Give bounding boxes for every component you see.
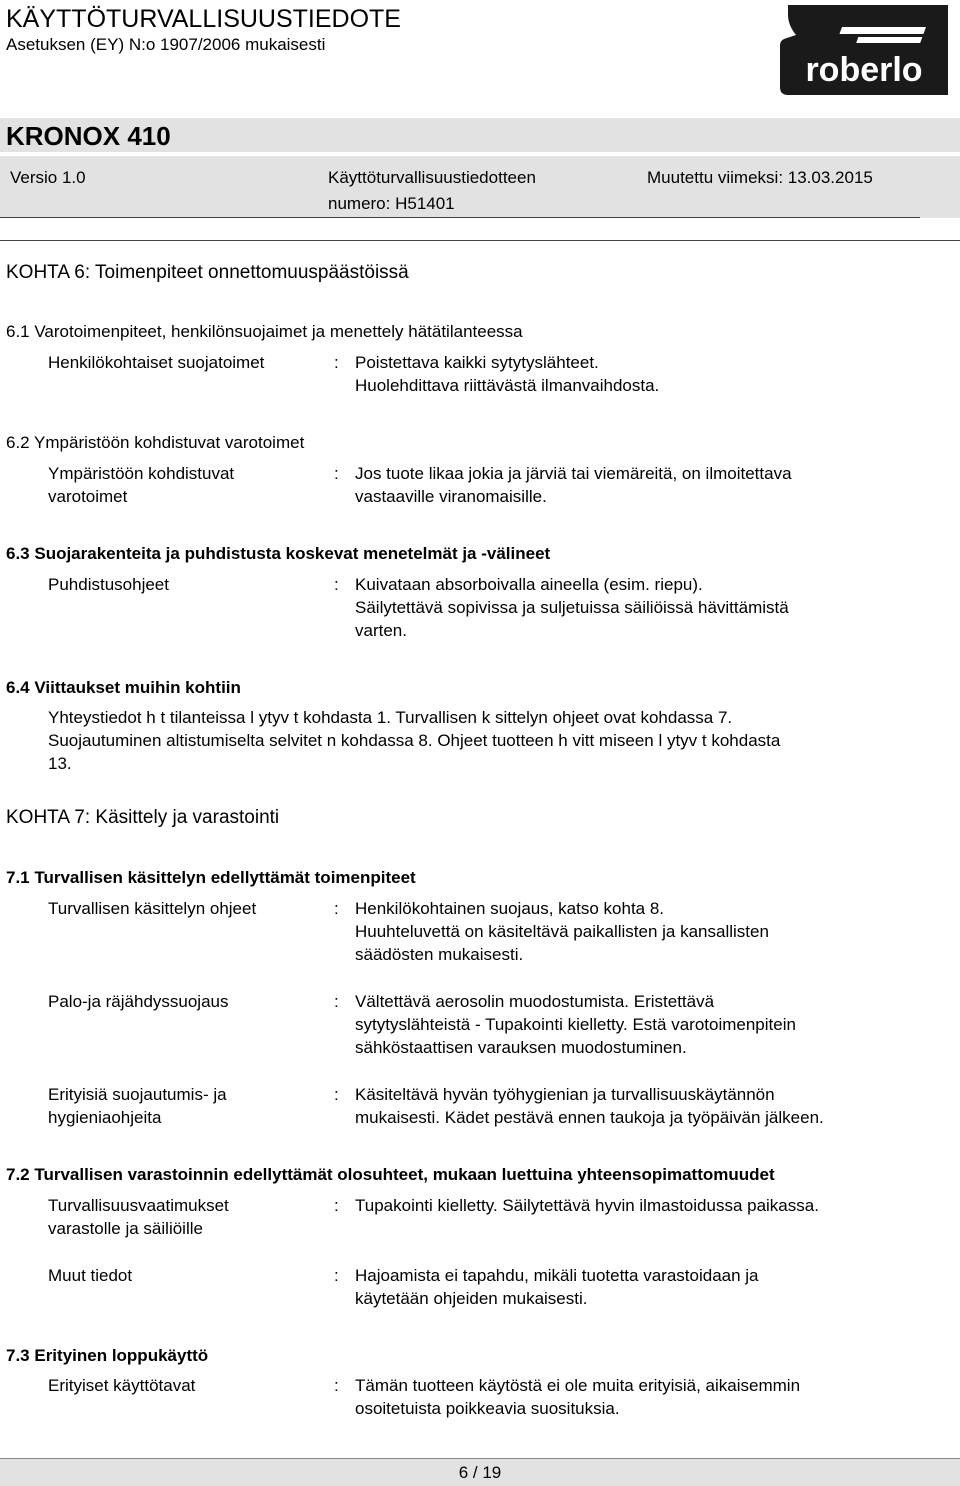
colon: :: [334, 353, 339, 372]
label-other-info: Muut tiedot: [48, 1266, 133, 1285]
value-line: mukaisesti. Kädet pestävä ennen taukoja ja työpäivän jälkeen.: [355, 1108, 824, 1127]
colon: :: [334, 1196, 339, 1215]
sds-number-label: Käyttöturvallisuustiedotteen: [328, 168, 536, 187]
header-divider-1: [0, 217, 920, 218]
label-personal-precautions: Henkilökohtaiset suojatoimet: [48, 353, 265, 372]
colon: :: [334, 464, 339, 483]
heading-6-4: 6.4 Viittaukset muihin kohtiin: [6, 678, 241, 697]
header-divider-2: [0, 240, 960, 241]
product-name: KRONOX 410: [6, 121, 171, 151]
value-line: Hajoamista ei tapahdu, mikäli tuotetta varastoidaan ja: [355, 1266, 759, 1285]
label-safe-handling: Turvallisen käsittelyn ohjeet: [48, 899, 257, 918]
colon: :: [334, 1266, 339, 1285]
regulation-subtitle: Asetuksen (EY) N:o 1907/2006 mukaisesti: [6, 35, 326, 54]
colon: :: [334, 992, 339, 1011]
value-line: Henkilökohtainen suojaus, katso kohta 8.: [355, 899, 665, 918]
value-line: varten.: [355, 621, 407, 640]
document-title: KÄYTTÖTURVALLISUUSTIEDOTE: [6, 5, 401, 33]
value-line: sähköstaattisen varauksen muodostuminen.: [355, 1038, 687, 1057]
label-specific-uses: Erityiset käyttötavat: [48, 1376, 196, 1395]
reference-line: 13.: [48, 754, 72, 773]
label-storage-requirements: Turvallisuusvaatimukset: [48, 1196, 229, 1215]
heading-6-3: 6.3 Suojarakenteita ja puhdistusta koskevat menetelmät ja -välineet: [6, 544, 551, 563]
label-hygiene: hygieniaohjeita: [48, 1108, 162, 1127]
reference-line: Yhteystiedot h t tilanteissa l ytyv t kohdasta 1. Turvallisen k sittelyn ohjeet ovat kohdassa 7.: [48, 708, 733, 727]
colon: :: [334, 899, 339, 918]
heading-6-2: 6.2 Ympäristöön kohdistuvat varotoimet: [6, 433, 305, 452]
section-7-heading: KOHTA 7: Käsittely ja varastointi: [6, 807, 280, 828]
sds-number: numero: H51401: [328, 194, 455, 213]
version-label: Versio 1.0: [10, 168, 86, 187]
section-6-heading: KOHTA 6: Toimenpiteet onnettomuuspäästöissä: [6, 262, 409, 283]
value-line: Käsiteltävä hyvän työhygienian ja turvallisuuskäytännön: [355, 1085, 775, 1104]
heading-7-2: 7.2 Turvallisen varastoinnin edellyttämät olosuhteet, mukaan luettuina yhteensopimattomuudet: [6, 1165, 775, 1184]
colon: :: [334, 1376, 339, 1395]
heading-7-3: 7.3 Erityinen loppukäyttö: [6, 1346, 209, 1365]
page-number: 6 / 19: [458, 1463, 502, 1482]
value-line: Vältettävä aerosolin muodostumista. Eristettävä: [355, 992, 715, 1011]
value-line: Huolehdittava riittävästä ilmanvaihdosta.: [355, 376, 660, 395]
revision-date: Muutettu viimeksi: 13.03.2015: [647, 168, 873, 187]
value-line: säädösten mukaisesti.: [355, 945, 524, 964]
value-line: vastaaville viranomaisille.: [355, 487, 547, 506]
label-hygiene: Erityisiä suojautumis- ja: [48, 1085, 227, 1104]
colon: :: [334, 575, 339, 594]
label-cleaning-instructions: Puhdistusohjeet: [48, 575, 169, 594]
svg-text:roberlo: roberlo: [805, 51, 923, 89]
value-line: Tämän tuotteen käytöstä ei ole muita erityisiä, aikaisemmin: [355, 1376, 801, 1395]
value-line: Jos tuote likaa jokia ja järviä tai viemäreitä, on ilmoitettava: [355, 464, 792, 483]
colon: :: [334, 1085, 339, 1104]
value-line: Säilytettävä sopivissa ja suljetuissa säiliöissä hävittämistä: [355, 598, 789, 617]
label-environmental-precautions: Ympäristöön kohdistuvat: [48, 464, 235, 483]
reference-line: Suojautuminen altistumiselta selvitet n kohdassa 8. Ohjeet tuotteen h vitt miseen l ytyv t kohdasta: [48, 731, 781, 750]
value-line: Poistettava kaikki sytytyslähteet.: [355, 353, 599, 372]
footer-divider: [0, 1458, 960, 1459]
heading-6-1: 6.1 Varotoimenpiteet, henkilönsuojaimet ja menettely hätätilanteessa: [6, 322, 523, 341]
value-line: Tupakointi kielletty. Säilytettävä hyvin ilmastoidussa paikassa.: [355, 1196, 819, 1215]
value-line: sytytyslähteistä - Tupakointi kielletty. Estä varotoimenpitein: [355, 1015, 796, 1034]
label-environmental-precautions: varotoimet: [48, 487, 128, 506]
value-line: osoitetuista poikkeavia suosituksia.: [355, 1399, 620, 1418]
label-storage-requirements: varastolle ja säiliöille: [48, 1219, 203, 1238]
value-line: Kuivataan absorboivalla aineella (esim. riepu).: [355, 575, 703, 594]
roberlo-logo: [780, 5, 948, 95]
value-line: Huuhteluvettä on käsiteltävä paikallisten ja kansallisten: [355, 922, 769, 941]
value-line: käytetään ohjeiden mukaisesti.: [355, 1289, 588, 1308]
label-fire-protection: Palo-ja räjähdyssuojaus: [48, 992, 229, 1011]
heading-7-1: 7.1 Turvallisen käsittelyn edellyttämät toimenpiteet: [6, 868, 416, 887]
